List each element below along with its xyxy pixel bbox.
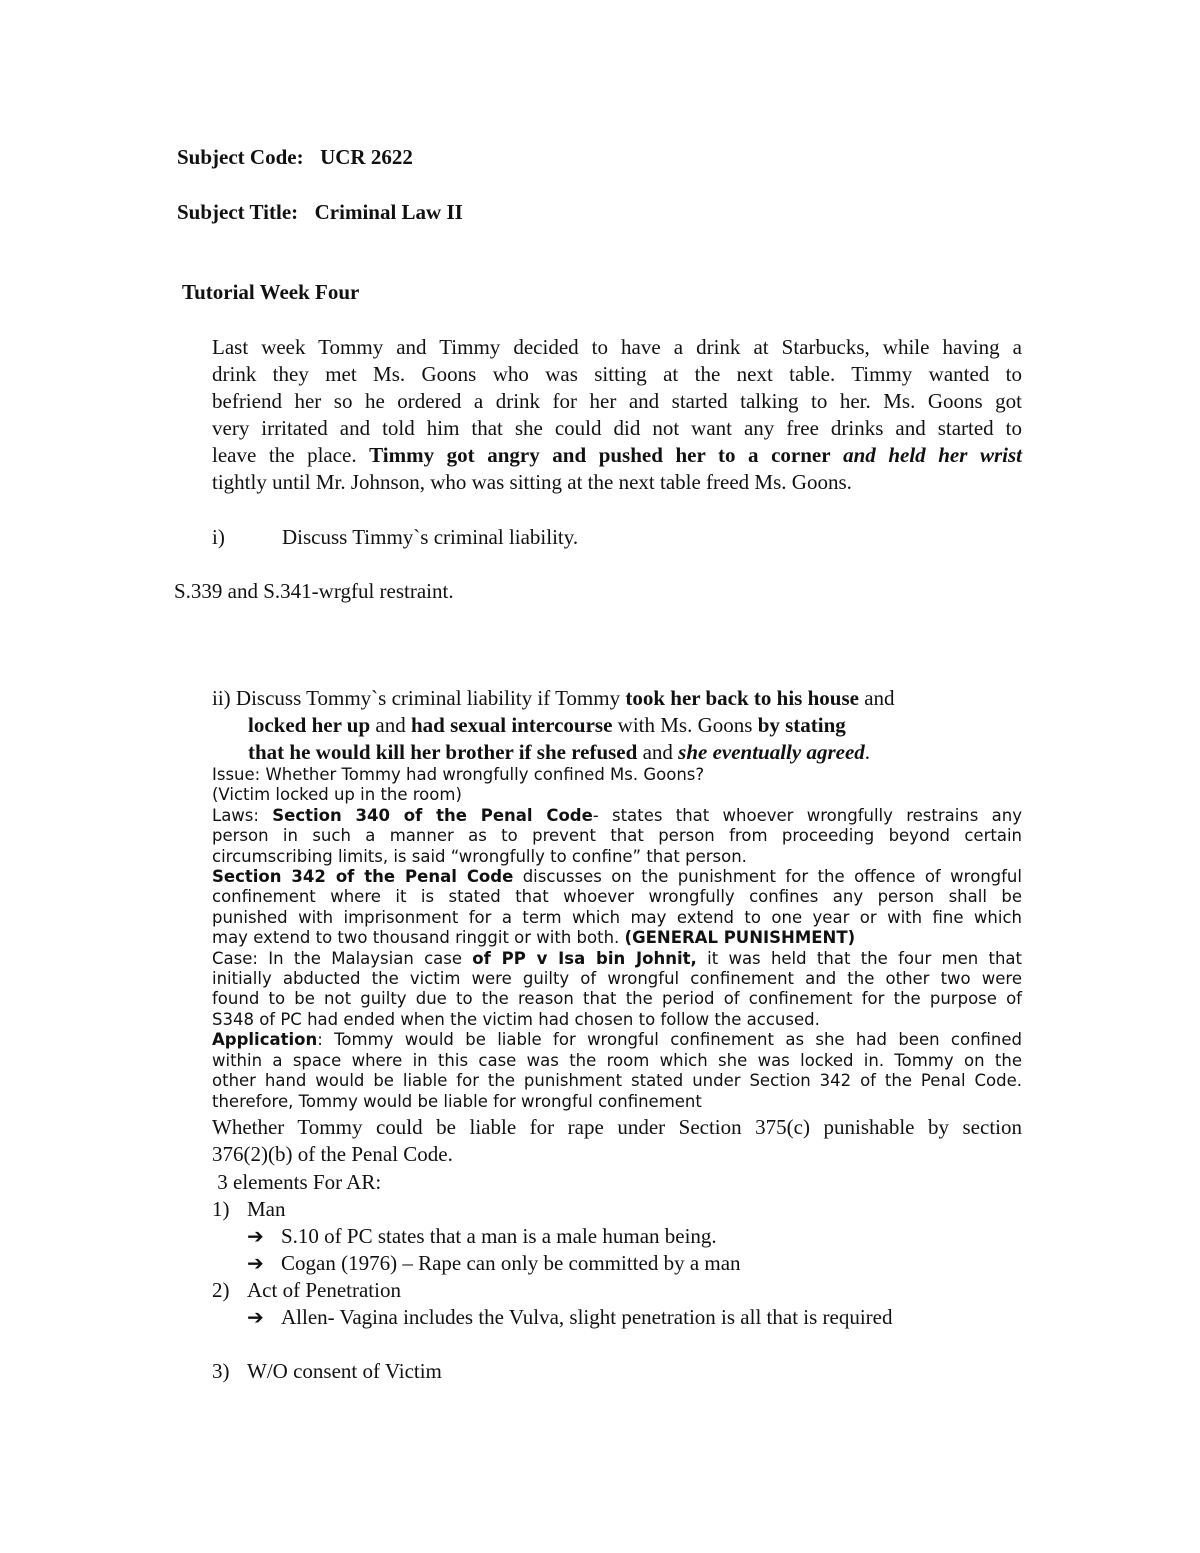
element-2-bullet-1 bbox=[247, 1304, 893, 1331]
q2-bold: had sexual intercourse bbox=[410, 713, 613, 737]
q2-bold: locked her up bbox=[248, 713, 371, 737]
laws-section: Section 340 of the Penal Code bbox=[272, 805, 593, 825]
subject-title-label: Subject Title: bbox=[177, 200, 299, 224]
question-1-number: i) bbox=[212, 525, 225, 549]
question-1 bbox=[212, 524, 225, 551]
scenario-line: tightly until Mr. Johnson, who was sitting at the next table freed Ms. Goons. bbox=[212, 470, 852, 494]
s342-text: may extend to two thousand ringgit or with both. bbox=[212, 928, 625, 948]
q2-text: and bbox=[370, 713, 411, 737]
scenario-line: Last week Tommy and Timmy decided to have a drink at Starbucks, while having a bbox=[212, 335, 1022, 359]
case-line: found to be not guilty due to the reason that the period of confinement for the purpose of bbox=[212, 989, 1022, 1009]
element-1-bullet-2 bbox=[247, 1250, 741, 1277]
element-3-number: 3) bbox=[212, 1359, 230, 1383]
q2-bold-italic: she eventually agreed bbox=[678, 740, 865, 764]
case-line: S348 of PC had ended when the victim had chosen to follow the accused. bbox=[212, 1009, 820, 1029]
rape-question-line: Whether Tommy could be liable for rape under Section 375(c) punishable by section bbox=[212, 1115, 1022, 1139]
application-line: therefore, Tommy would be liable for wrongful confinement bbox=[212, 1091, 702, 1111]
q2-text: and bbox=[858, 686, 895, 710]
q2-text: . bbox=[864, 740, 871, 764]
s342-line bbox=[212, 928, 1022, 948]
element-1: Man bbox=[247, 1197, 286, 1221]
arrow-right-icon: ➔ bbox=[247, 1305, 264, 1329]
s342-section: Section 342 of the Penal Code bbox=[212, 867, 514, 887]
arrow-right-icon: ➔ bbox=[247, 1251, 264, 1275]
issue-line: Issue: Whether Tommy had wrongfully confined Ms. Goons? bbox=[212, 765, 705, 784]
question-2-line bbox=[212, 685, 895, 712]
bullet-text: Cogan (1976) – Rape can only be committed by a man bbox=[281, 1251, 741, 1275]
q2-text: ii) Discuss Tommy`s criminal liability if Tommy bbox=[212, 686, 626, 710]
bullet-text: S.10 of PC states that a man is a male human being. bbox=[281, 1224, 717, 1248]
q2-bold: by stating bbox=[757, 713, 846, 737]
question-1-answer: S.339 and S.341-wrgful restraint. bbox=[174, 579, 454, 603]
laws-line: circumscribing limits, is said “wrongfully to confine” that person. bbox=[212, 846, 747, 866]
scenario-line: befriend her so he ordered a drink for her and started talking to her. Ms. Goons got bbox=[212, 389, 1022, 413]
scenario-text: leave the place. bbox=[212, 443, 370, 467]
element-2: Act of Penetration bbox=[247, 1278, 401, 1302]
case-line bbox=[212, 949, 1022, 969]
subject-code-line bbox=[177, 145, 413, 170]
case-name: of PP v Isa bin Johnit, bbox=[472, 948, 697, 968]
scenario-space bbox=[831, 443, 844, 467]
subject-title-line bbox=[177, 200, 463, 225]
arrow-right-icon: ➔ bbox=[247, 1224, 264, 1248]
rape-question bbox=[212, 1114, 1022, 1168]
q2-text: and bbox=[637, 740, 679, 764]
case-line: initially abducted the victim were guilty of wrongful confinement and the other two were bbox=[212, 969, 1022, 989]
subject-code-label: Subject Code: bbox=[177, 145, 304, 169]
question-1-text: Discuss Timmy`s criminal liability. bbox=[282, 525, 579, 549]
case-text: Case: In the Malaysian case bbox=[212, 948, 473, 968]
laws-label: Laws: bbox=[212, 805, 273, 825]
element-3: W/O consent of Victim bbox=[247, 1359, 442, 1383]
scenario-line: drink they met Ms. Goons who was sitting at the next table. Timmy wanted to bbox=[212, 362, 1022, 386]
q2-bold: took her back to his house bbox=[625, 686, 859, 710]
rape-question-line: 376(2)(b) of the Penal Code. bbox=[212, 1142, 453, 1166]
s342-line: punished with imprisonment for a term which may extend to one year or with fine which bbox=[212, 907, 1022, 927]
bullet-text: Allen- Vagina includes the Vulva, slight penetration is all that is required bbox=[281, 1305, 893, 1329]
question-2-line bbox=[248, 739, 870, 766]
scenario-bold: Timmy got angry and pushed her to a corner bbox=[369, 443, 831, 467]
question-2-line bbox=[248, 712, 846, 739]
issue-line: (Victim locked up in the room) bbox=[212, 785, 462, 805]
application-line: other hand would be liable for the punishment stated under Section 342 of the Penal Code. bbox=[212, 1071, 1022, 1091]
s342-line: confinement where it is stated that whoever wrongfully confines any person shall be bbox=[212, 887, 1022, 907]
q2-bold: that he would kill her brother if she refused bbox=[248, 740, 638, 764]
scenario-line: very irritated and told him that she could did not want any free drinks and started to bbox=[212, 416, 1022, 440]
subject-title-value: Criminal Law II bbox=[314, 200, 463, 224]
q2-text: with Ms. Goons bbox=[612, 713, 758, 737]
case-text: it was held that the four men that bbox=[696, 948, 1022, 968]
application-line: within a space where in this case was the room which she was locked in. Tommy on the bbox=[212, 1050, 1022, 1070]
element-2-number: 2) bbox=[212, 1278, 230, 1302]
s342-text: discusses on the punishment for the offence of wrongful bbox=[513, 867, 1022, 887]
application-label: Application bbox=[212, 1030, 318, 1050]
scenario-paragraph bbox=[212, 334, 1022, 496]
laws-line bbox=[212, 806, 1022, 826]
scenario-bold-italic: and held her wrist bbox=[843, 443, 1022, 467]
general-punishment: (GENERAL PUNISHMENT) bbox=[624, 928, 856, 948]
element-1-bullet-1 bbox=[247, 1223, 717, 1250]
application-line bbox=[212, 1030, 1022, 1050]
s342-line bbox=[212, 867, 1022, 887]
subject-code-value: UCR 2622 bbox=[320, 145, 413, 169]
laws-line: person in such a manner as to prevent that person from proceeding beyond certain bbox=[212, 826, 1022, 846]
laws-text: - states that whoever wrongfully restrains any bbox=[592, 805, 1022, 825]
tutorial-heading: Tutorial Week Four bbox=[182, 280, 360, 304]
element-1-number: 1) bbox=[212, 1197, 230, 1221]
application-text: : Tommy would be liable for wrongful confinement as she had been confined bbox=[317, 1030, 1022, 1050]
elements-heading: 3 elements For AR: bbox=[212, 1170, 382, 1194]
answer-block bbox=[212, 765, 1022, 1112]
scenario-line bbox=[212, 442, 1022, 469]
